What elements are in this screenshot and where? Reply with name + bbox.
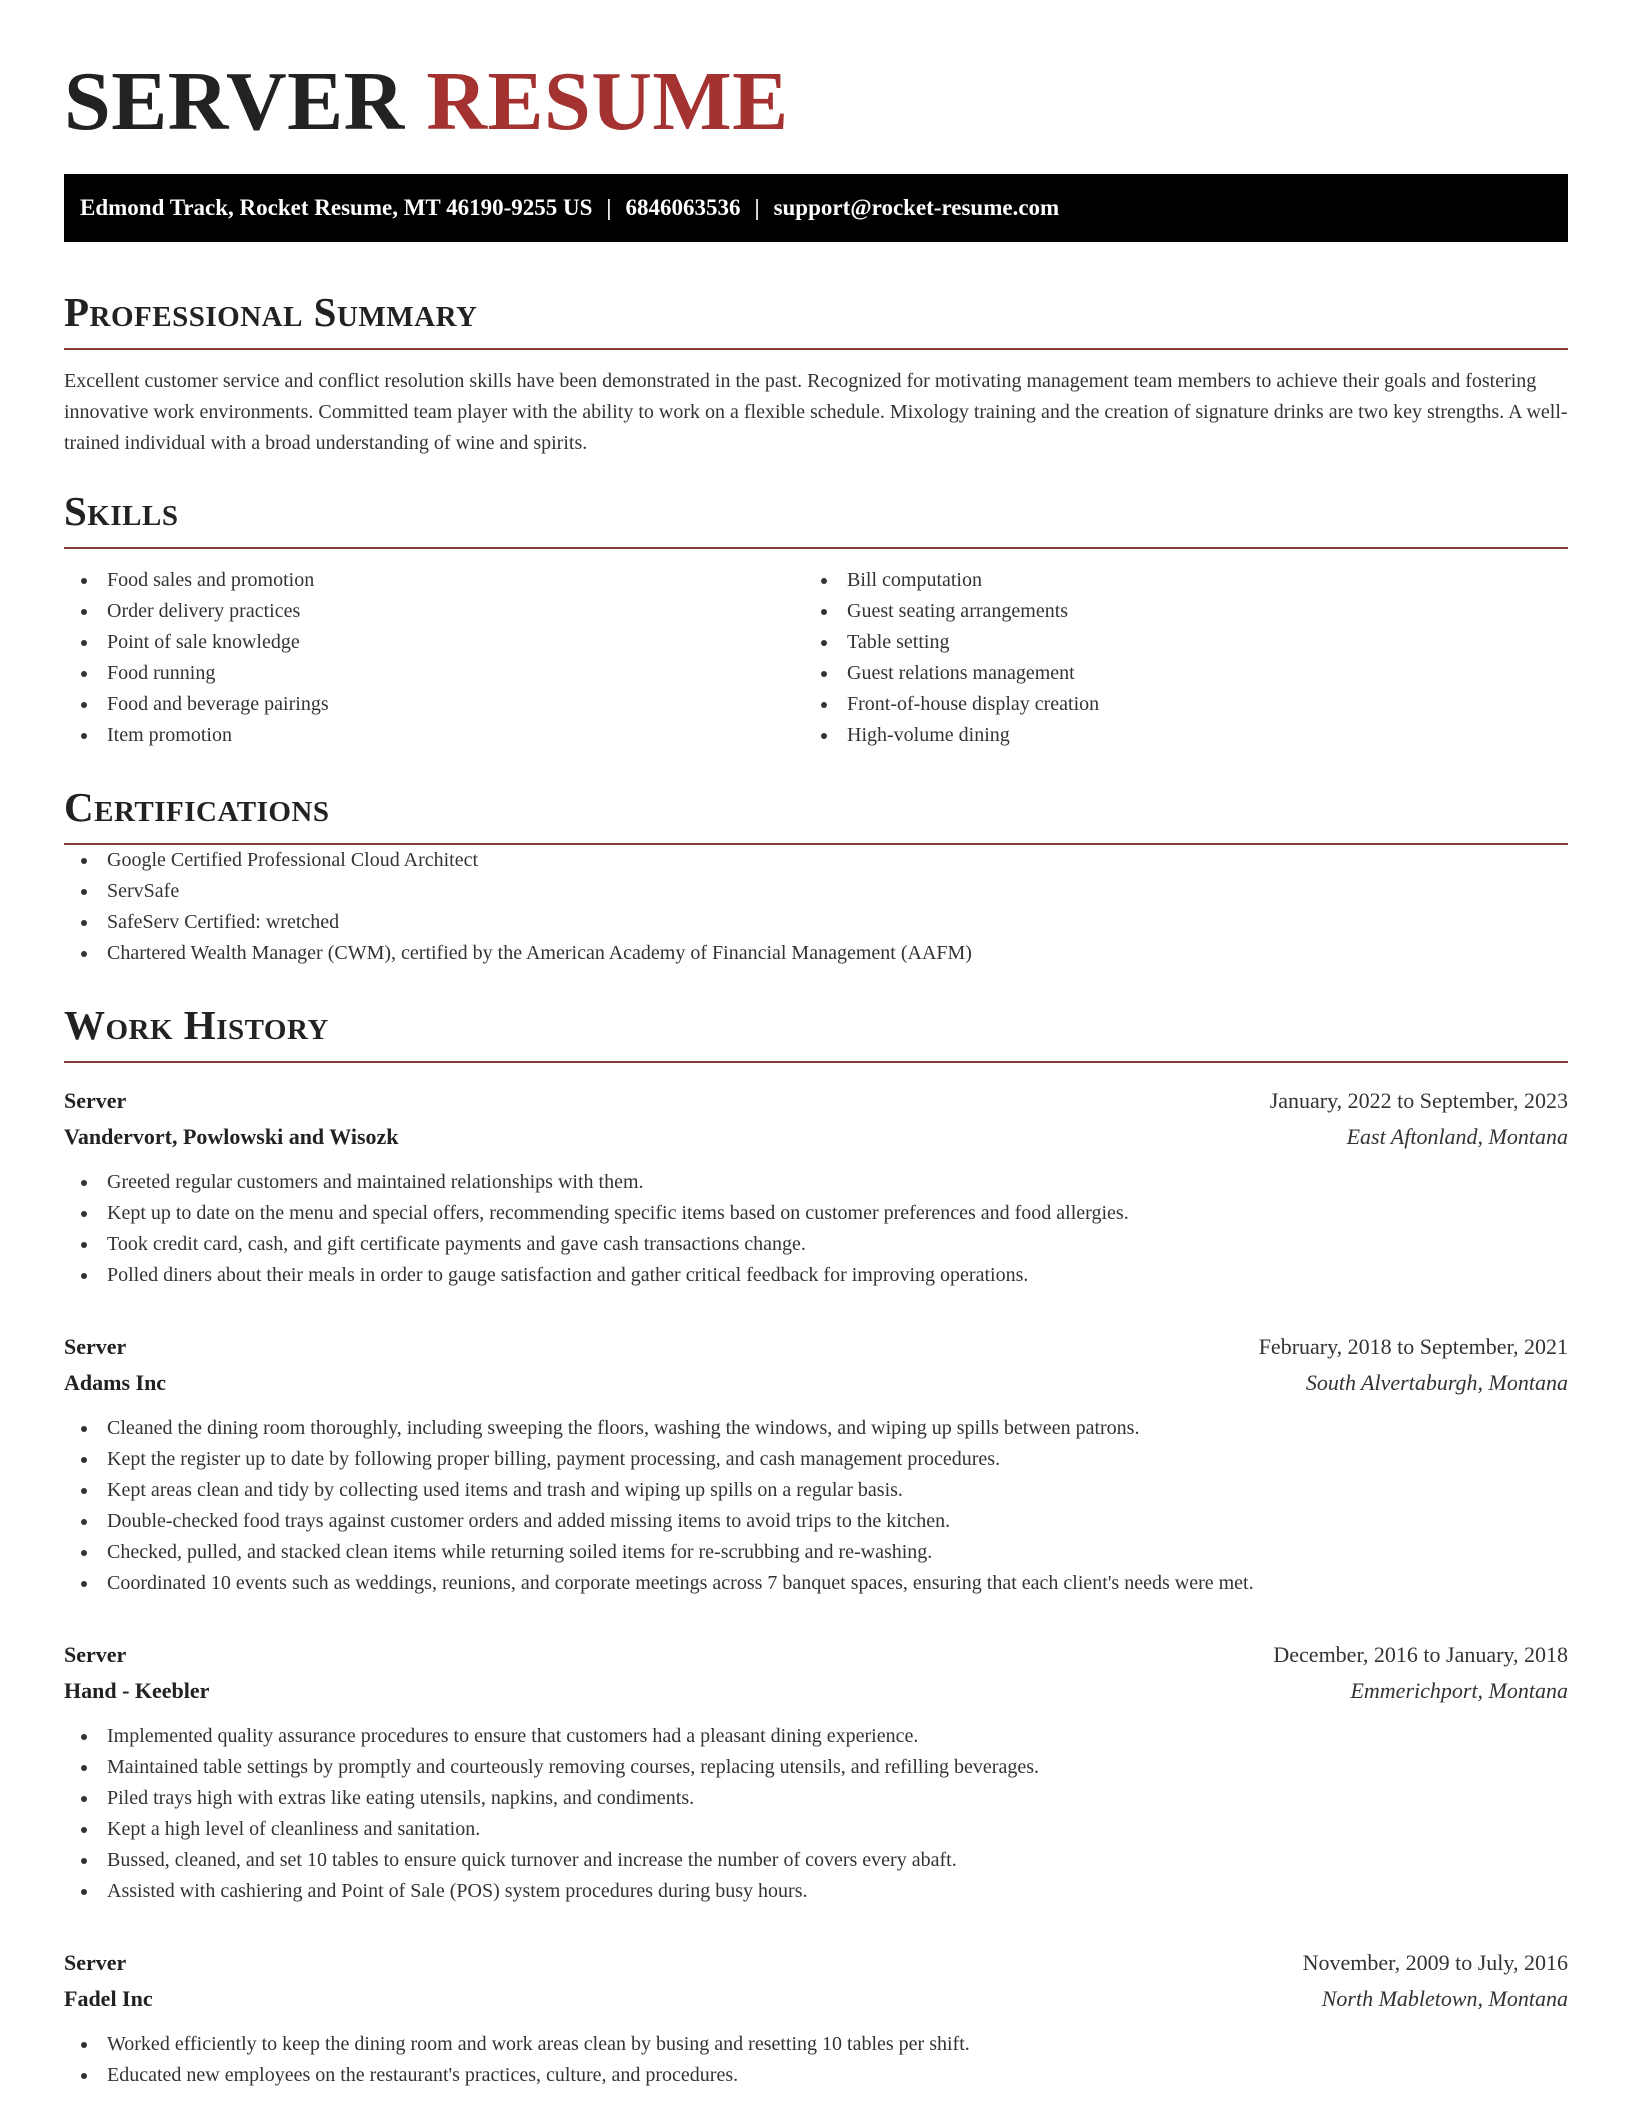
skill-item: Guest seating arrangements [804,596,1544,627]
job-company: Fadel Inc [64,1986,153,2011]
job-title: Server [64,1334,127,1359]
contact-address: Edmond Track, Rocket Resume, MT 46190-9255 US [80,195,593,220]
job-company: Hand - Keebler [64,1678,210,1703]
job-duty-item: Coordinated 10 events such as weddings, reunions, and corporate meetings across 7 banquet spaces, ensuring that each client's needs were met. [64,1568,1568,1599]
page-title [64,0,1568,154]
job-duty-item: Maintained table settings by promptly and courteously removing courses, replacing utensils, and refilling beverages. [64,1752,1568,1783]
job-company-row [64,1981,1568,2017]
skills-list-left [64,565,804,751]
job-duty-item: Cleaned the dining room thoroughly, including sweeping the floors, washing the windows, and wiping up spills between patrons. [64,1413,1568,1444]
job-duty-item: Kept a high level of cleanliness and sanitation. [64,1814,1568,1845]
job-dates: February, 2018 to September, 2021 [1258,1334,1568,1359]
certification-item: ServSafe [64,876,1568,907]
contact-phone: 6846063536 [625,195,741,220]
job-dates: January, 2022 to September, 2023 [1269,1088,1568,1113]
job-entry [64,1329,1568,1599]
job-dates: December, 2016 to January, 2018 [1273,1642,1568,1667]
job-entry [64,1945,1568,2091]
job-company-row [64,1365,1568,1401]
job-duties-list [64,1413,1568,1599]
skill-item: Food and beverage pairings [64,689,804,720]
job-duty-item: Polled diners about their meals in order to gauge satisfaction and gather critical feedback for improving operations. [64,1260,1568,1291]
job-duties-list [64,1721,1568,1907]
skill-item: Guest relations management [804,658,1544,689]
job-location: North Mabletown, Montana [1321,1986,1568,2011]
work-history-section [64,999,1568,2091]
contact-email: support@rocket-resume.com [773,195,1060,220]
certifications-heading: Certifications [64,781,1568,845]
job-title: Server [64,1642,127,1667]
job-company: Adams Inc [64,1370,167,1395]
skills-heading: Skills [64,485,1568,549]
skill-item: Front-of-house display creation [804,689,1544,720]
job-header-row [64,1637,1568,1673]
certifications-section [64,781,1568,969]
job-location: East Aftonland, Montana [1346,1124,1568,1149]
skill-item: Order delivery practices [64,596,804,627]
job-dates: November, 2009 to July, 2016 [1302,1950,1568,1975]
job-duty-item: Greeted regular customers and maintained relationships with them. [64,1167,1568,1198]
job-title: Server [64,1950,127,1975]
job-entry [64,1083,1568,1291]
job-duty-item: Educated new employees on the restaurant's practices, culture, and procedures. [64,2060,1568,2091]
job-duty-item: Kept up to date on the menu and special offers, recommending specific items based on customer preferences and food allergies. [64,1198,1568,1229]
skill-item: Food running [64,658,804,689]
contact-separator: | [754,195,760,220]
job-duty-item: Took credit card, cash, and gift certificate payments and gave cash transactions change. [64,1229,1568,1260]
job-duties-list [64,2029,1568,2091]
job-company: Vandervort, Powlowski and Wisozk [64,1124,399,1149]
job-duty-item: Assisted with cashiering and Point of Sale (POS) system procedures during busy hours. [64,1876,1568,1907]
summary-section [64,286,1568,459]
job-duty-item: Checked, pulled, and stacked clean items while returning soiled items for re-scrubbing and re-washing. [64,1537,1568,1568]
title-main: SERVER [64,55,405,148]
skills-section [64,485,1568,751]
summary-heading: Professional Summary [64,286,1568,350]
job-company-row [64,1673,1568,1709]
contact-separator: | [606,195,612,220]
job-duty-item: Worked efficiently to keep the dining room and work areas clean by busing and resetting 10 tables per shift. [64,2029,1568,2060]
skills-grid [64,565,1568,751]
job-location: Emmerichport, Montana [1350,1678,1568,1703]
job-duty-item: Kept the register up to date by following proper billing, payment processing, and cash management procedures. [64,1444,1568,1475]
title-accent: RESUME [426,55,789,148]
certification-item: Chartered Wealth Manager (CWM), certified by the American Academy of Financial Management (AAFM) [64,938,1568,969]
job-duty-item: Bussed, cleaned, and set 10 tables to ensure quick turnover and increase the number of covers every abaft. [64,1845,1568,1876]
summary-text: Excellent customer service and conflict resolution skills have been demonstrated in the past. Recognized for motivating management team members to achieve their goals and fostering innovative work environments. Committed team player with the ability to work on a flexible schedule. Mixology training and the creation of signature drinks are two key strengths. A well-trained individual with a broad understanding of wine and spirits. [64,370,1568,454]
certification-item: Google Certified Professional Cloud Architect [64,845,1568,876]
job-header-row [64,1329,1568,1365]
skill-item: Table setting [804,627,1544,658]
job-header-row [64,1083,1568,1119]
skill-item: High-volume dining [804,720,1544,751]
contact-bar [64,174,1568,242]
job-location: South Alvertaburgh, Montana [1305,1370,1568,1395]
job-company-row [64,1119,1568,1155]
job-duty-item: Double-checked food trays against customer orders and added missing items to avoid trips to the kitchen. [64,1506,1568,1537]
job-duties-list [64,1167,1568,1291]
certifications-list [64,845,1568,969]
certification-item: SafeServ Certified: wretched [64,907,1568,938]
skill-item: Item promotion [64,720,804,751]
skill-item: Point of sale knowledge [64,627,804,658]
skill-item: Food sales and promotion [64,565,804,596]
skill-item: Bill computation [804,565,1544,596]
skills-list-right [804,565,1544,751]
work-history-heading: Work History [64,999,1568,1063]
job-duty-item: Kept areas clean and tidy by collecting used items and trash and wiping up spills on a regular basis. [64,1475,1568,1506]
resume-page [64,0,1568,2091]
job-duty-item: Piled trays high with extras like eating utensils, napkins, and condiments. [64,1783,1568,1814]
job-header-row [64,1945,1568,1981]
job-title: Server [64,1088,127,1113]
job-duty-item: Implemented quality assurance procedures to ensure that customers had a pleasant dining experience. [64,1721,1568,1752]
job-entry [64,1637,1568,1907]
